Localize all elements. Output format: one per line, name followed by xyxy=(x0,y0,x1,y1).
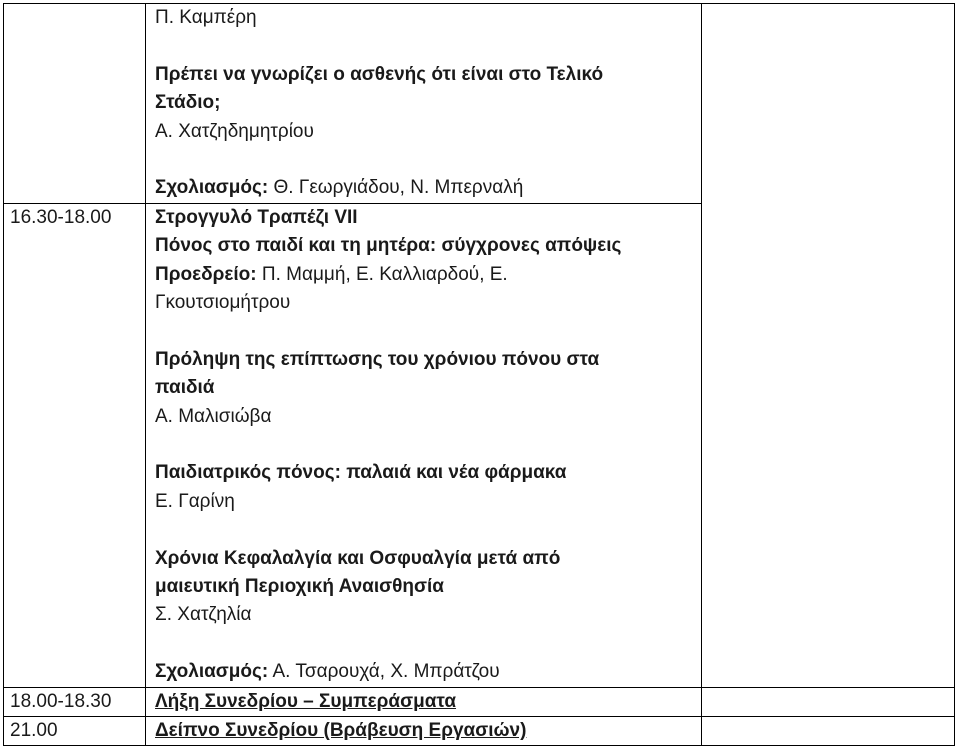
roundtable-title: Στρογγυλό Τραπέζι VII xyxy=(155,206,358,228)
talk-title: Πρόληψη της επίπτωσης του χρόνιου πόνου στα παιδιά xyxy=(155,348,600,399)
chair xyxy=(155,261,575,318)
time-cell: 21.00 xyxy=(4,717,146,746)
dinner-session: Δείπνο Συνεδρίου (Βράβευση Εργασιών) xyxy=(146,717,702,746)
blank-cell xyxy=(702,4,955,688)
roundtable-topic: Πόνος στο παιδί και τη μητέρα: σύγχρονες απόψεις xyxy=(155,235,622,257)
time-cell: 16.30-18.00 xyxy=(4,203,146,687)
speaker-name: Π. Καμπέρη xyxy=(155,7,257,28)
commentary xyxy=(155,174,701,202)
closing-session: Λήξη Συνεδρίου – Συμπεράσματα xyxy=(146,687,702,716)
session-cell xyxy=(146,203,702,687)
session-cell xyxy=(146,4,702,204)
time-cell: 18.00-18.30 xyxy=(4,687,146,716)
comment-label: Σχολιασμός: xyxy=(155,177,269,199)
commentary xyxy=(155,658,701,686)
chair-names: Π. Μαμμή, Ε. Καλλιαρδού, Ε. Γκουτσιομήτρου xyxy=(155,263,508,314)
program-table xyxy=(3,3,955,746)
talk-title: Πρέπει να γνωρίζει ο ασθενής ότι είναι στο Τελικό Στάδιο; xyxy=(155,63,604,114)
speaker-name: Α. Μαλισιώβα xyxy=(155,405,272,427)
speaker-name: Σ. Χατζηλία xyxy=(155,604,252,626)
talk-title: Παιδιατρικός πόνος: παλαιά και νέα φάρμακα xyxy=(155,462,567,484)
talk-title: Χρόνια Κεφαλαλγία και Οσφυαλγία μετά από μαιευτική Περιοχική Αναισθησία xyxy=(155,547,561,598)
speaker-name: Ε. Γαρίνη xyxy=(155,490,235,512)
table-row xyxy=(4,4,955,204)
time-cell xyxy=(4,4,146,204)
comment-label: Σχολιασμός: xyxy=(155,661,269,683)
blank-cell xyxy=(702,687,955,716)
comment-names: Α. Τσαρουχά, Χ. Μπράτζου xyxy=(268,661,500,683)
table-row xyxy=(4,687,955,716)
table-row xyxy=(4,717,955,746)
chair-label: Προεδρείο: xyxy=(155,263,257,285)
comment-names: Θ. Γεωργιάδου, Ν. Μπερναλή xyxy=(268,177,524,199)
speaker-name: Α. Χατζηδημητρίου xyxy=(155,120,314,142)
blank-cell xyxy=(702,717,955,746)
